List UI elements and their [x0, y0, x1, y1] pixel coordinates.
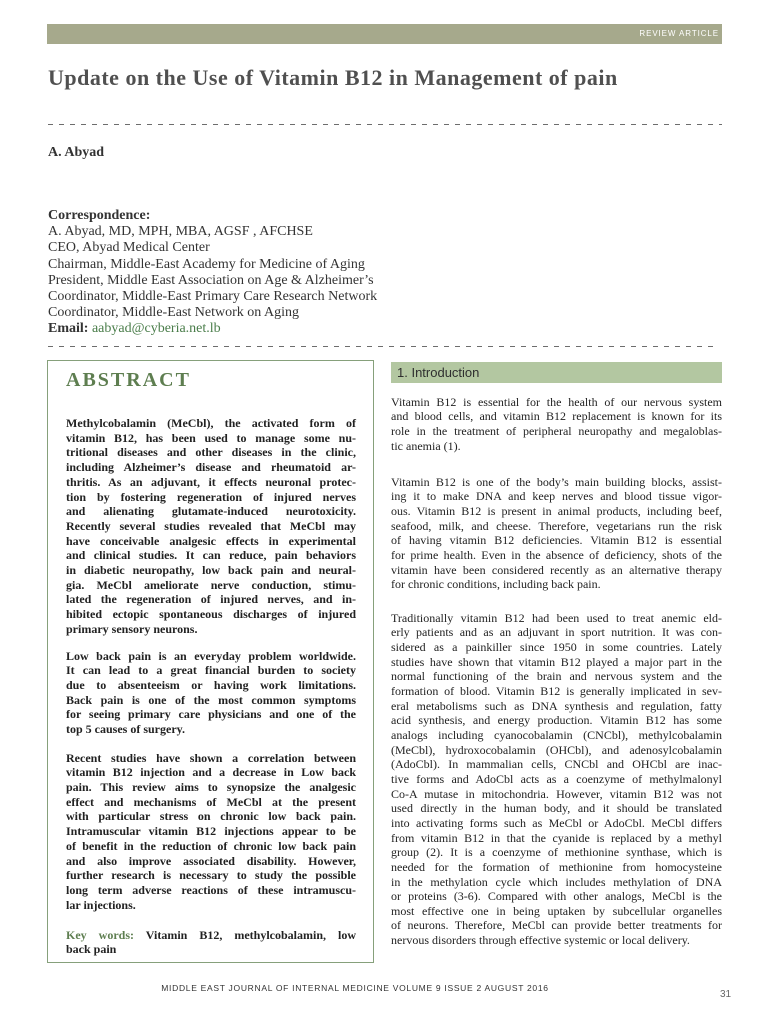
- abstract-line: Recently several studies revealed that MeCbl may: [66, 518, 356, 533]
- body-paragraph: [391, 395, 722, 454]
- body-line: Co-A mutase in mitochondria. However, vitamin B12 was not: [391, 786, 722, 801]
- abstract-line: thritis. As an adjuvant, it effects neuronal protec-: [66, 474, 356, 489]
- body-line: (MeCbl), hydroxocobalamin (OHCbl), and adenosylcobalamin: [391, 742, 722, 757]
- author-name: A. Abyad: [48, 145, 105, 160]
- abstract-line: gia. MeCbl ameliorate nerve conduction, stimu-: [66, 577, 356, 592]
- keywords-text: back pain: [66, 942, 117, 957]
- correspondence-line: A. Abyad, MD, MPH, MBA, AGSF , AFCHSE: [48, 224, 313, 240]
- section-heading-bar: [391, 362, 722, 383]
- body-line: Vitamin B12 is one of the body’s main building blocks, assist-: [391, 474, 722, 489]
- abstract-line: top 5 causes of surgery.: [66, 722, 185, 737]
- keywords-line: [66, 942, 356, 957]
- correspondence-block: [48, 208, 468, 338]
- body-line: normal functioning of the brain and nervous system and the: [391, 669, 722, 684]
- email-link[interactable]: aabyad@cyberia.net.lb: [91, 321, 221, 337]
- body-line: formation of blood. Vitamin B12 is generally implicated in sev-: [391, 683, 722, 698]
- body-line: (AdoCbl). In mammalian cells, CNCbl and OHCbl are inac-: [391, 757, 722, 772]
- keywords-text: Vitamin B12, methylcobalamin, low: [145, 927, 356, 942]
- abstract-line: Intramuscular vitamin B12 injections appear to be: [66, 824, 356, 839]
- keywords-line: [66, 928, 356, 943]
- abstract-line: and clinical studies. It can reduce, pain behaviors: [66, 548, 356, 563]
- body-line: seafood, milk, and cheese. Therefore, vegetarians run the risk: [391, 518, 722, 533]
- email-line: [48, 321, 468, 337]
- correspondence-line: President, Middle East Association on Age & Alzheimer’s: [48, 272, 374, 288]
- correspondence-line: Coordinator, Middle-East Network on Aging: [48, 305, 300, 321]
- keywords-label: Key words:: [66, 927, 134, 942]
- abstract-line: of benefit in the reduction of chronic low back pain: [66, 838, 356, 853]
- abstract-line: Back pain is one of the most common symptoms: [66, 692, 356, 707]
- body-line: tic anemia (1).: [391, 438, 461, 453]
- body-line: into activating forms such as MeCbl or AdoCbl. MeCbl differs: [391, 815, 722, 830]
- abstract-line: tritional diseases and other diseases in the clinic,: [66, 445, 356, 460]
- abstract-heading: ABSTRACT: [66, 369, 191, 391]
- body-line: ing it to make DNA and keep nerves and blood tissue vigor-: [391, 489, 722, 504]
- keywords: [66, 928, 356, 957]
- abstract-line: with particular stress on chronic low back pain.: [66, 809, 356, 824]
- correspondence-line: Chairman, Middle-East Academy for Medicine of Aging: [48, 256, 365, 272]
- body-line: Vitamin B12 is essential for the health of our nervous system: [391, 394, 722, 409]
- correspondence-heading: Correspondence:: [48, 208, 151, 223]
- abstract-line: effect and mechanisms of MeCbl at the present: [66, 794, 356, 809]
- body-line: for chronic conditions, including back pain.: [391, 577, 601, 592]
- abstract-line: lated the regeneration of injured nerves, and in-: [66, 592, 356, 607]
- abstract-line: hibited ectopic spontaneous discharges of injured: [66, 607, 356, 622]
- body-line: acid synthesis, and energy production. Vitamin B12 has some: [391, 713, 722, 728]
- abstract-paragraph: [66, 751, 356, 913]
- correspondence-line: CEO, Abyad Medical Center: [48, 240, 210, 256]
- body-line: and blood cells, and vitamin B12 replacement is known for its: [391, 409, 722, 424]
- body-line: studies have shown that vitamin B12 played a major part in the: [391, 654, 722, 669]
- abstract-line: due to absenteeism or having work limitations.: [66, 678, 356, 692]
- abstract-line: Methylcobalamin (MeCbl), the activated form of: [66, 416, 356, 430]
- article-type-bar: [47, 24, 722, 44]
- abstract-paragraph: [66, 416, 356, 637]
- abstract-line: Low back pain is an everyday problem worldwide.: [66, 648, 356, 663]
- body-line: Traditionally vitamin B12 had been used to treat anemic eld-: [391, 610, 722, 625]
- body-line: ous. Vitamin B12 is present in animal products, including beef,: [391, 504, 722, 518]
- abstract-paragraph: [66, 649, 356, 737]
- abstract-line: and also improve associated disability. However,: [66, 853, 356, 868]
- abstract-line: vitamin B12 injection and a decrease in Low back: [66, 765, 356, 780]
- body-line: sidered as a painkiller since 1950 in some countries. Lately: [391, 640, 722, 654]
- body-line: tive forms and AdoCbl acts as a coenzyme of methylmalonyl: [391, 771, 722, 786]
- body-line: eral metabolisms such as DNA synthesis and regulation, fatty: [391, 698, 722, 713]
- body-line: in the methylation cycle which includes methylation of DNA: [391, 874, 722, 889]
- abstract-line: further research is necessary to study the possible: [66, 868, 356, 883]
- abstract-box: [47, 360, 374, 963]
- article-title: Update on the Use of Vitamin B12 in Management of pain: [48, 65, 618, 90]
- abstract-line: pain. This review aims to synopsize the analgesic: [66, 780, 356, 794]
- abstract-line: have conceivable analgesic effects in experimental: [66, 533, 356, 548]
- email-label: Email:: [48, 321, 89, 337]
- body-paragraph: [391, 611, 722, 948]
- abstract-line: It can lead to a great financial burden to society: [66, 663, 356, 678]
- page-number: 31: [720, 989, 732, 1000]
- correspondence-details: [48, 224, 468, 321]
- divider: [48, 346, 716, 347]
- abstract-line: vitamin B12, has been used to manage some nu-: [66, 430, 356, 445]
- abstract-line: in diabetic neuropathy, low back pain and neural-: [66, 563, 356, 578]
- abstract-line: Recent studies have shown a correlation between: [66, 750, 356, 765]
- section-heading: 1. Introduction: [397, 365, 480, 380]
- footer-journal-info: MIDDLE EAST JOURNAL OF INTERNAL MEDICINE VOLUME 9 ISSUE 2 AUGUST 2016: [161, 983, 549, 993]
- body-line: most effective one in being uptaken by subcellular organelles: [391, 903, 722, 918]
- body-line: vitamin have been considered recently as an alternative therapy: [391, 562, 722, 577]
- article-type-label: REVIEW ARTICLE: [639, 29, 719, 38]
- body-line: from vitamin B12 in that the cyanide is replaced by a methyl: [391, 830, 722, 845]
- abstract-line: for seeing primary care physicians and one of the: [66, 707, 356, 722]
- abstract-line: tion by fostering regeneration of injured nerves: [66, 489, 356, 504]
- correspondence-line: Coordinator, Middle-East Primary Care Research Network: [48, 289, 378, 305]
- body-line: used directly in the human body, and it should be translated: [391, 801, 722, 816]
- abstract-line: long term adverse reactions of these intramuscu-: [66, 882, 356, 897]
- body-line: analogs including cyanocobalamin (CNCbl), methylcobalamin: [391, 727, 722, 742]
- abstract-line: including Alzheimer’s disease and rheumatoid ar-: [66, 460, 356, 475]
- body-line: of neurons. Therefore, MeCbl can provide better treatments for: [391, 918, 722, 933]
- divider: [48, 124, 722, 125]
- abstract-line: and alienating glutamate-induced neurotoxicity.: [66, 504, 356, 519]
- body-paragraph: [391, 475, 722, 592]
- body-line: role in the treatment of peripheral neuropathy and megaloblas-: [391, 424, 722, 438]
- body-line: for prime health. Even in the absence of deficiency, shots of the: [391, 547, 722, 562]
- body-line: erly patients and as an adjuvant in sport nutrition. It was con-: [391, 625, 722, 640]
- body-line: needed for the formation of methionine from homocysteine: [391, 859, 722, 874]
- body-line: group (2). It is a coenzyme of methionine synthase, which is: [391, 845, 722, 860]
- body-line: or proteins (3-6). Compared with other analogs, MeCbl is the: [391, 889, 722, 904]
- body-line: of having vitamin B12 deficiencies. Vitamin B12 is essential: [391, 533, 722, 548]
- body-line: nervous disorders through effective systemic or local delivery.: [391, 933, 690, 948]
- abstract-line: lar injections.: [66, 897, 136, 912]
- abstract-line: primary sensory neurons.: [66, 621, 198, 636]
